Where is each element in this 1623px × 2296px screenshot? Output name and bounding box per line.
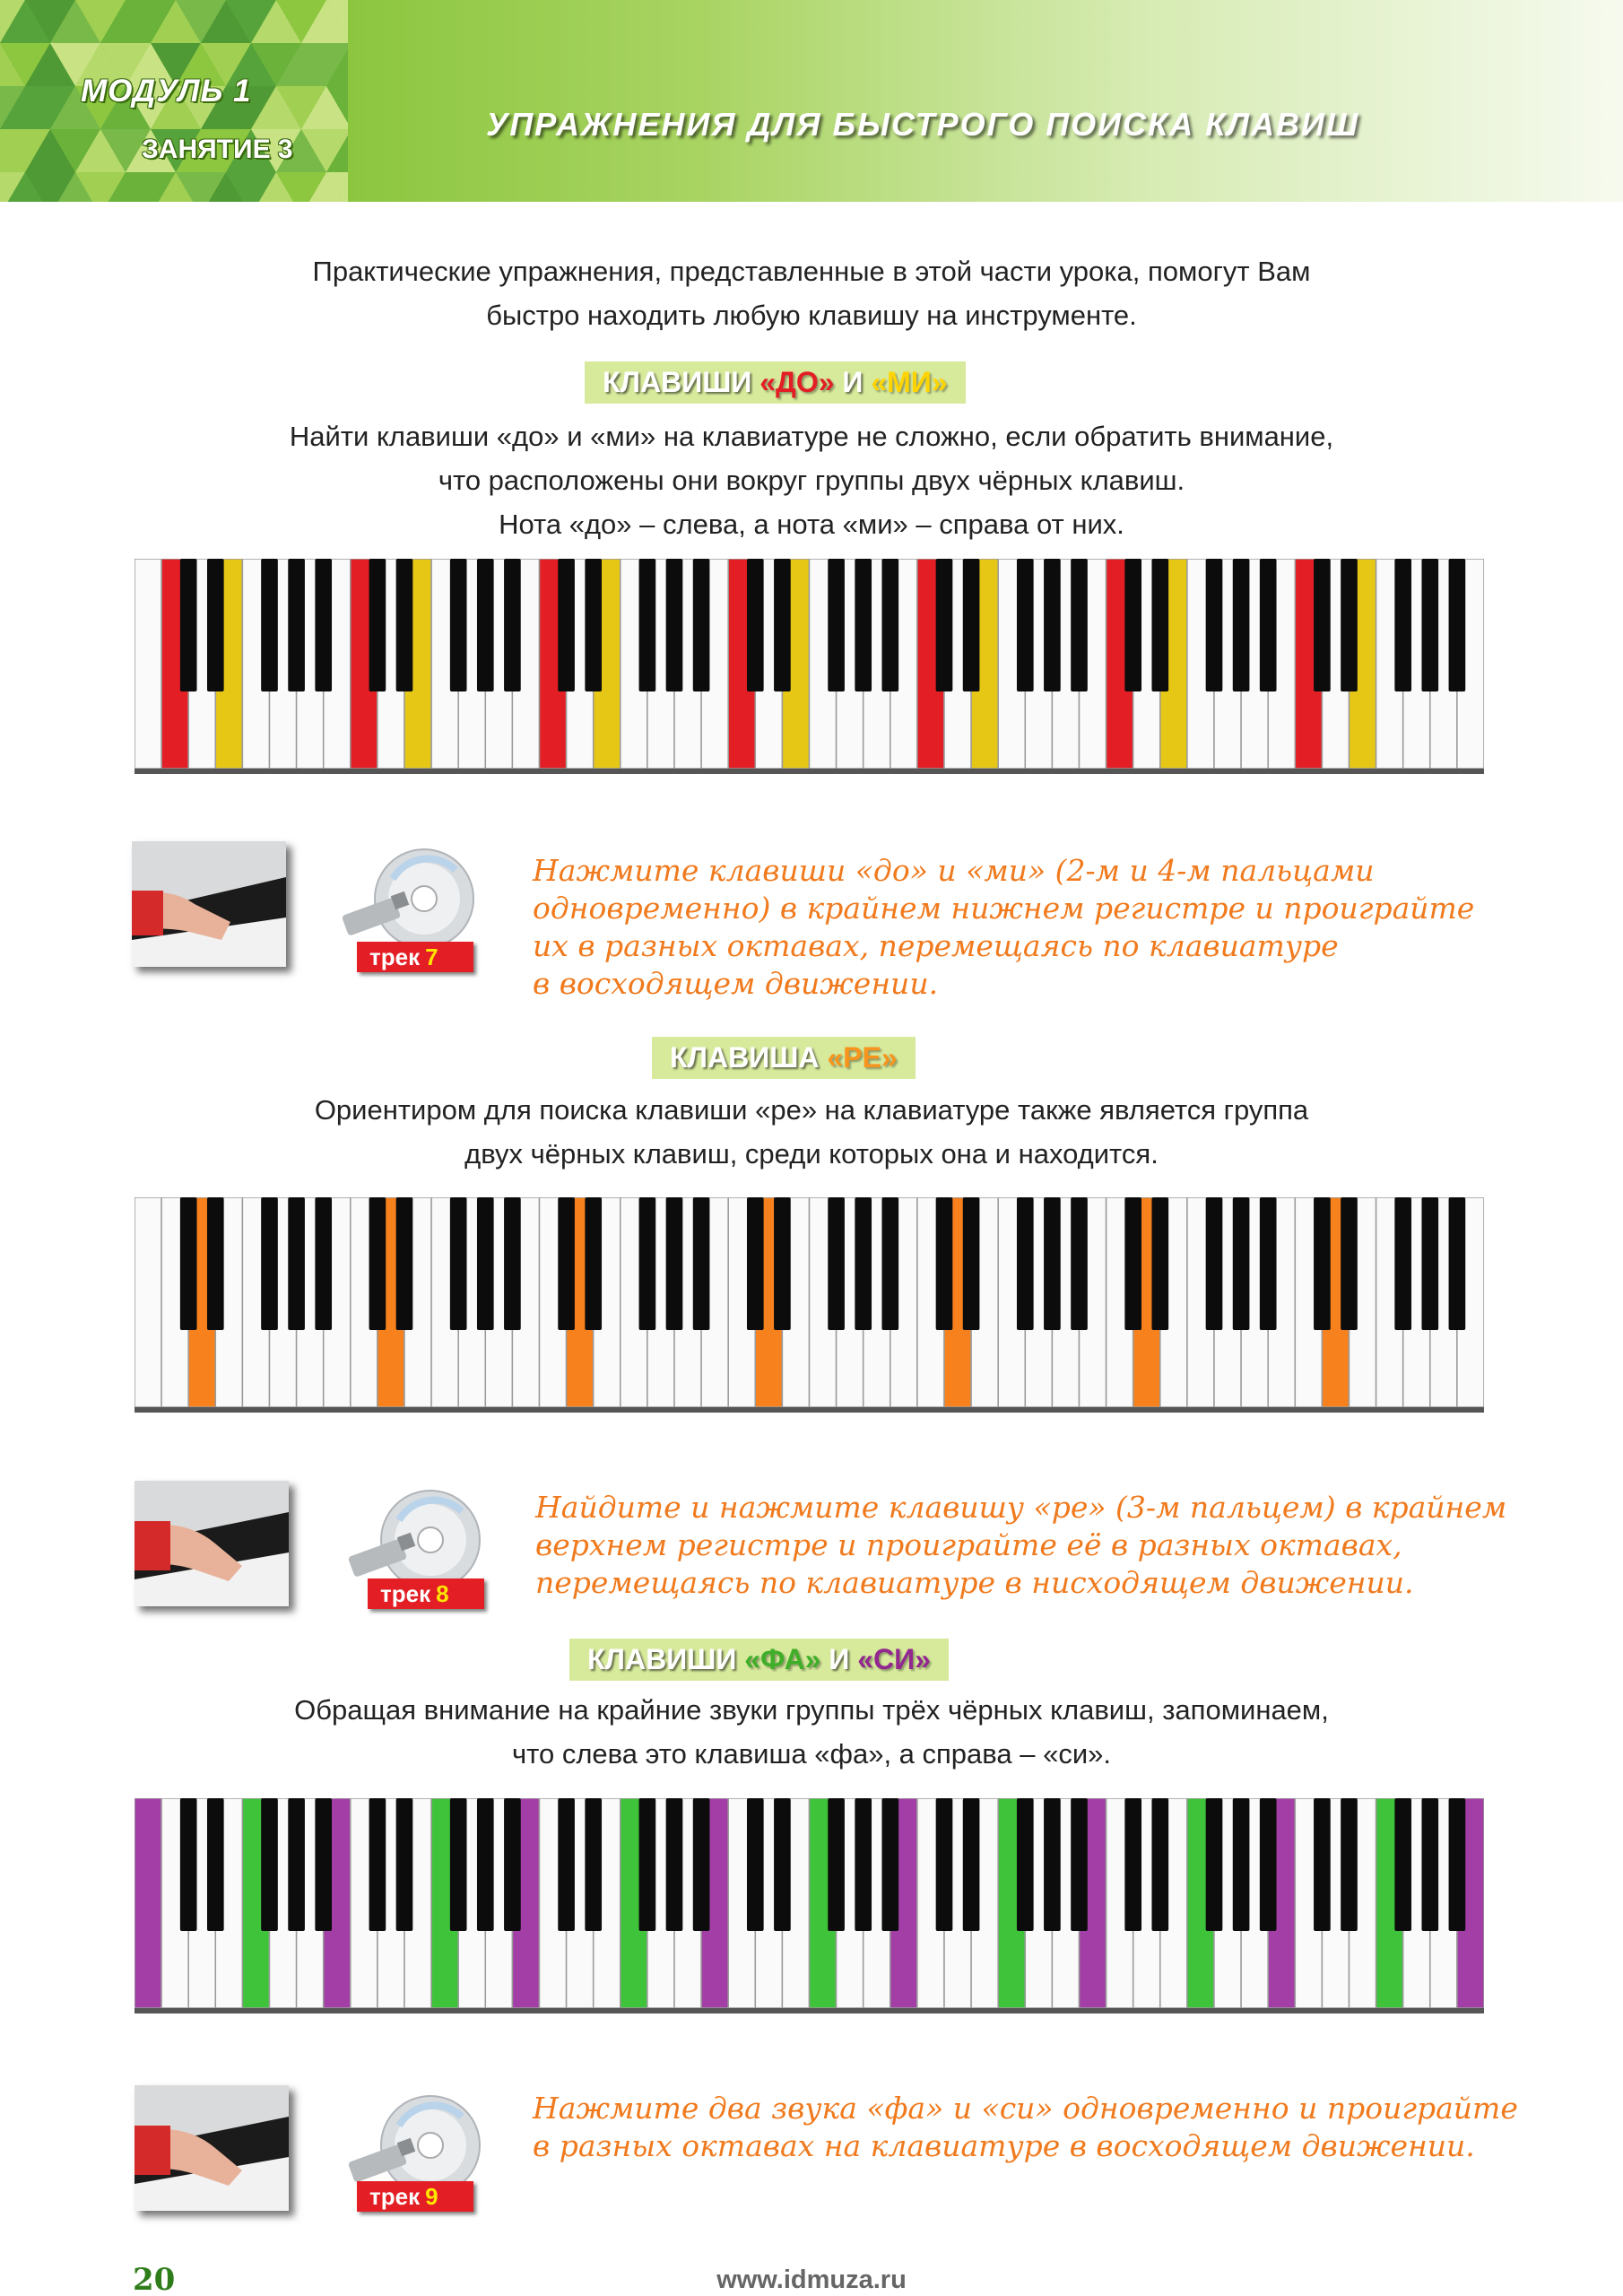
black-key[interactable] bbox=[1421, 1798, 1438, 1931]
keyboard-do-mi bbox=[135, 559, 1484, 774]
text-line: что слева это клавиша «фа», а справа – «си». bbox=[511, 1738, 1112, 1770]
black-key[interactable] bbox=[315, 559, 332, 691]
black-key[interactable] bbox=[1071, 559, 1088, 691]
black-key[interactable] bbox=[747, 1798, 764, 1931]
black-key[interactable] bbox=[963, 1798, 980, 1931]
black-key[interactable] bbox=[747, 559, 764, 691]
header-gradient-band bbox=[348, 0, 1623, 202]
white-key-си[interactable] bbox=[135, 1197, 161, 1407]
label-note-re: «РЕ» bbox=[827, 1041, 898, 1074]
instruction-line: одновременно) в крайнем нижнем регистре и проиграйте bbox=[533, 891, 1475, 926]
keyboard-re bbox=[135, 1197, 1484, 1413]
black-key[interactable] bbox=[450, 559, 467, 691]
black-key[interactable] bbox=[585, 559, 602, 691]
black-key[interactable] bbox=[828, 1197, 845, 1330]
section-text-re bbox=[108, 1088, 1515, 1176]
page-header bbox=[0, 0, 1623, 202]
black-key[interactable] bbox=[396, 1197, 413, 1330]
black-key[interactable] bbox=[207, 559, 224, 691]
black-key[interactable] bbox=[1044, 1197, 1061, 1330]
black-key[interactable] bbox=[261, 559, 278, 691]
black-key[interactable] bbox=[1071, 1197, 1088, 1330]
text-line: двух чёрных клавиш, среди которых она и находится. bbox=[464, 1138, 1159, 1170]
black-key[interactable] bbox=[1449, 1798, 1466, 1931]
black-key[interactable] bbox=[693, 1197, 710, 1330]
black-key[interactable] bbox=[1017, 1197, 1034, 1330]
text-line: что расположены они вокруг группы двух чёрных клавиш. bbox=[438, 465, 1185, 496]
black-key[interactable] bbox=[963, 559, 980, 691]
black-key[interactable] bbox=[1017, 1798, 1034, 1931]
track-badge-7[interactable]: трек 7 bbox=[357, 942, 473, 972]
text-line: Обращая внимание на крайние звуки группы трёх чёрных клавиш, запоминаем, bbox=[294, 1694, 1329, 1726]
black-key[interactable] bbox=[774, 559, 791, 691]
black-key[interactable] bbox=[585, 1798, 602, 1931]
black-key[interactable] bbox=[1421, 1197, 1438, 1330]
black-key[interactable] bbox=[1260, 1197, 1277, 1330]
black-key[interactable] bbox=[828, 1798, 845, 1931]
black-key[interactable] bbox=[1206, 559, 1223, 691]
black-key[interactable] bbox=[774, 1197, 791, 1330]
black-key[interactable] bbox=[855, 1197, 872, 1330]
black-key[interactable] bbox=[585, 1197, 602, 1330]
black-key[interactable] bbox=[1206, 1798, 1223, 1931]
text-line: Найти клавиши «до» и «ми» на клавиатуре не сложно, если обратить внимание, bbox=[289, 421, 1334, 452]
black-key[interactable] bbox=[450, 1197, 467, 1330]
black-key[interactable] bbox=[558, 1197, 575, 1330]
black-key[interactable] bbox=[315, 1197, 332, 1330]
black-key[interactable] bbox=[1314, 1197, 1331, 1330]
label-note-fa: «ФА» bbox=[744, 1643, 821, 1675]
page-number: 20 bbox=[133, 2262, 176, 2296]
black-key[interactable] bbox=[639, 1798, 656, 1931]
black-key[interactable] bbox=[1233, 559, 1250, 691]
black-key[interactable] bbox=[1341, 1798, 1358, 1931]
black-key[interactable] bbox=[369, 1197, 386, 1330]
black-key[interactable] bbox=[504, 1798, 521, 1931]
black-key[interactable] bbox=[180, 1197, 197, 1330]
black-key[interactable] bbox=[261, 1197, 278, 1330]
black-key[interactable] bbox=[639, 1197, 656, 1330]
black-key[interactable] bbox=[396, 559, 413, 691]
black-key[interactable] bbox=[315, 1798, 332, 1931]
black-key[interactable] bbox=[477, 1197, 494, 1330]
black-key[interactable] bbox=[207, 1197, 224, 1330]
black-key[interactable] bbox=[1260, 1798, 1277, 1931]
black-key[interactable] bbox=[477, 1798, 494, 1931]
black-key[interactable] bbox=[828, 559, 845, 691]
black-key[interactable] bbox=[936, 1798, 953, 1931]
black-key[interactable] bbox=[1151, 1798, 1168, 1931]
hands-on-piano-photo bbox=[132, 841, 286, 967]
black-key[interactable] bbox=[963, 1197, 980, 1330]
hands-on-piano-photo bbox=[135, 2085, 289, 2211]
black-key[interactable] bbox=[747, 1197, 764, 1330]
black-key[interactable] bbox=[288, 1197, 305, 1330]
black-key[interactable] bbox=[1449, 559, 1466, 691]
intro-line: быстро находить любую клавишу на инструменте. bbox=[486, 300, 1137, 331]
label-note-mi: «МИ» bbox=[871, 366, 948, 398]
black-key[interactable] bbox=[881, 1197, 898, 1330]
black-key[interactable] bbox=[1233, 1798, 1250, 1931]
black-key[interactable] bbox=[1394, 559, 1411, 691]
site-url[interactable]: www.idmuza.ru bbox=[716, 2266, 907, 2294]
header-title: УПРАЖНЕНИЯ ДЛЯ БЫСТРОГО ПОИСКА КЛАВИШ bbox=[486, 106, 1360, 143]
instruction-line: Нажмите клавиши «до» и «ми» (2-м и 4-м пальцами bbox=[533, 853, 1375, 888]
instruction-line: Найдите и нажмите клавишу «ре» (3-м пальцем) в крайнем bbox=[535, 1490, 1507, 1525]
black-key[interactable] bbox=[1017, 559, 1034, 691]
black-key[interactable] bbox=[666, 1798, 683, 1931]
black-key[interactable] bbox=[774, 1798, 791, 1931]
section-label-fa-si: КЛАВИШИ «ФА» И «СИ» bbox=[569, 1639, 949, 1681]
black-key[interactable] bbox=[396, 1798, 413, 1931]
instruction-line: перемещаясь по клавиатуре в нисходящем движении. bbox=[535, 1565, 1414, 1600]
black-key[interactable] bbox=[1341, 1197, 1358, 1330]
module-label: МОДУЛЬ 1 bbox=[81, 74, 252, 109]
instruction-line: в разных октавах на клавиатуре в восходящем движении. bbox=[533, 2128, 1475, 2163]
black-key[interactable] bbox=[1071, 1798, 1088, 1931]
label-note-si: «СИ» bbox=[857, 1643, 931, 1675]
black-key[interactable] bbox=[1314, 559, 1331, 691]
black-key[interactable] bbox=[288, 559, 305, 691]
black-key[interactable] bbox=[1124, 559, 1141, 691]
instruction-line: их в разных октавах, перемещаясь по клавиатуре bbox=[533, 928, 1339, 963]
intro-paragraph bbox=[108, 249, 1515, 337]
black-key[interactable] bbox=[1394, 1798, 1411, 1931]
black-key[interactable] bbox=[261, 1798, 278, 1931]
black-key[interactable] bbox=[1341, 559, 1358, 691]
black-key[interactable] bbox=[288, 1798, 305, 1931]
black-key[interactable] bbox=[1151, 559, 1168, 691]
black-key[interactable] bbox=[1394, 1197, 1411, 1330]
white-key-си[interactable] bbox=[135, 559, 161, 769]
black-key[interactable] bbox=[180, 559, 197, 691]
section-label-do-mi: КЛАВИШИ «ДО» И «МИ» bbox=[585, 361, 966, 404]
black-key[interactable] bbox=[1421, 559, 1438, 691]
black-key[interactable] bbox=[693, 559, 710, 691]
keyboard-edge bbox=[135, 1407, 1484, 1413]
black-key[interactable] bbox=[504, 559, 521, 691]
instruction-line: Нажмите два звука «фа» и «си» одновременно и проиграйте bbox=[533, 2091, 1518, 2126]
instruction-do-mi bbox=[533, 852, 1474, 1003]
black-key[interactable] bbox=[1044, 559, 1061, 691]
label-note-do: «ДО» bbox=[759, 366, 835, 398]
black-key[interactable] bbox=[855, 559, 872, 691]
black-key[interactable] bbox=[881, 1798, 898, 1931]
black-key[interactable] bbox=[855, 1798, 872, 1931]
black-key[interactable] bbox=[666, 559, 683, 691]
text-line: Ориентиром для поиска клавиши «ре» на клавиатуре также является группа bbox=[314, 1094, 1309, 1126]
black-key[interactable] bbox=[450, 1798, 467, 1931]
black-key[interactable] bbox=[881, 559, 898, 691]
black-key[interactable] bbox=[477, 559, 494, 691]
black-key[interactable] bbox=[1314, 1798, 1331, 1931]
instruction-fa-si bbox=[533, 2090, 1518, 2165]
black-key[interactable] bbox=[504, 1197, 521, 1330]
black-key[interactable] bbox=[666, 1197, 683, 1330]
hands-on-piano-photo bbox=[135, 1481, 289, 1606]
black-key[interactable] bbox=[1044, 1798, 1061, 1931]
keyboard-edge bbox=[135, 769, 1484, 774]
track-badge-8[interactable]: трек 8 bbox=[368, 1578, 484, 1609]
black-key[interactable] bbox=[936, 1197, 953, 1330]
black-key[interactable] bbox=[936, 559, 953, 691]
black-key[interactable] bbox=[1206, 1197, 1223, 1330]
black-key[interactable] bbox=[207, 1798, 224, 1931]
keyboard-fa-si bbox=[135, 1798, 1484, 2013]
text-line: Нота «до» – слева, а нота «ми» – справа от них. bbox=[499, 509, 1124, 540]
black-key[interactable] bbox=[1124, 1197, 1141, 1330]
black-key[interactable] bbox=[558, 1798, 575, 1931]
black-key[interactable] bbox=[180, 1798, 197, 1931]
white-key-си[interactable] bbox=[135, 1798, 161, 2008]
section-text-fa-si bbox=[108, 1688, 1515, 1776]
black-key[interactable] bbox=[1233, 1197, 1250, 1330]
black-key[interactable] bbox=[1260, 559, 1277, 691]
instruction-line: в восходящем движении. bbox=[533, 966, 939, 1001]
intro-line: Практические упражнения, представленные в этой части урока, помогут Вам bbox=[312, 256, 1311, 287]
keyboard-edge bbox=[135, 2008, 1484, 2013]
lesson-label: ЗАНЯТИЕ 3 bbox=[142, 135, 293, 164]
instruction-line: верхнем регистре и проиграйте её в разных октавах, bbox=[535, 1527, 1402, 1562]
black-key[interactable] bbox=[558, 559, 575, 691]
black-key[interactable] bbox=[1124, 1798, 1141, 1931]
black-key[interactable] bbox=[369, 1798, 386, 1931]
section-label-re: КЛАВИША «РЕ» bbox=[652, 1037, 916, 1079]
black-key[interactable] bbox=[1151, 1197, 1168, 1330]
black-key[interactable] bbox=[1449, 1197, 1466, 1330]
instruction-re bbox=[535, 1489, 1506, 1602]
section-text-do-mi bbox=[108, 414, 1515, 546]
black-key[interactable] bbox=[693, 1798, 710, 1931]
track-badge-9[interactable]: трек 9 bbox=[357, 2181, 473, 2212]
black-key[interactable] bbox=[639, 559, 656, 691]
black-key[interactable] bbox=[369, 559, 386, 691]
